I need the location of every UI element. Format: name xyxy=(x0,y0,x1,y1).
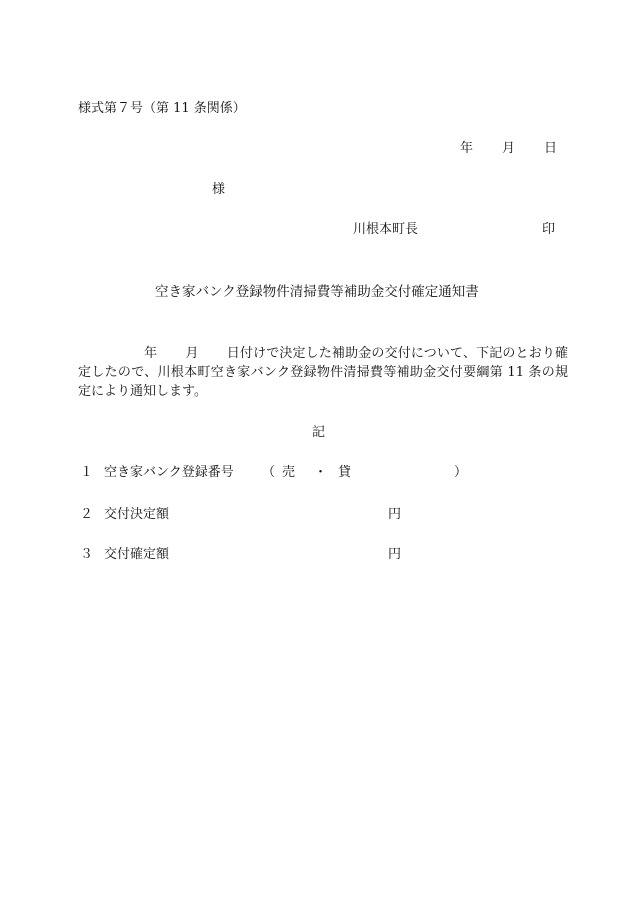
body-paragraph xyxy=(78,344,568,401)
item-label: 交付決定額 xyxy=(104,507,170,522)
item-number: １ xyxy=(80,465,94,480)
yen-unit: 円 xyxy=(388,507,402,522)
yen-unit: 円 xyxy=(388,547,402,562)
list-item-confirmed-amount xyxy=(78,548,578,562)
sale-label: 売 xyxy=(282,465,296,480)
ki-heading: 記 xyxy=(312,425,326,440)
addressee-honorific: 様 xyxy=(212,182,226,197)
item-number: ２ xyxy=(80,507,94,522)
body-text: 日付けで決定した補助金の交付について、下記のとおり確定したので、川根本町空き家バンク登録物件清掃費等補助金交付要綱第 11 条の規定により通知します。 xyxy=(78,346,568,399)
list-item-registration-number xyxy=(78,466,578,480)
issuer-title: 川根本町長 xyxy=(353,222,419,237)
date-day-label: 日 xyxy=(544,141,558,156)
list-item-decided-amount xyxy=(78,508,578,522)
item-label: 空き家バンク登録番号 xyxy=(104,465,234,480)
separator-dot: ・ xyxy=(314,465,328,480)
seal-mark: 印 xyxy=(542,222,556,237)
date-month-label: 月 xyxy=(502,141,516,156)
date-year-label: 年 xyxy=(460,141,474,156)
rent-label: 貸 xyxy=(338,465,352,480)
paren-close: ） xyxy=(454,465,468,480)
body-year-label: 年 xyxy=(144,346,158,361)
body-month-label: 月 xyxy=(185,346,199,361)
date-line xyxy=(460,142,560,156)
paren-open: （ xyxy=(262,465,276,480)
document-title: 空き家バンク登録物件清掃費等補助金交付確定通知書 xyxy=(155,284,479,300)
item-label: 交付確定額 xyxy=(104,547,170,562)
form-number: 様式第７号（第 11 条関係） xyxy=(78,101,246,116)
item-number: ３ xyxy=(80,547,94,562)
